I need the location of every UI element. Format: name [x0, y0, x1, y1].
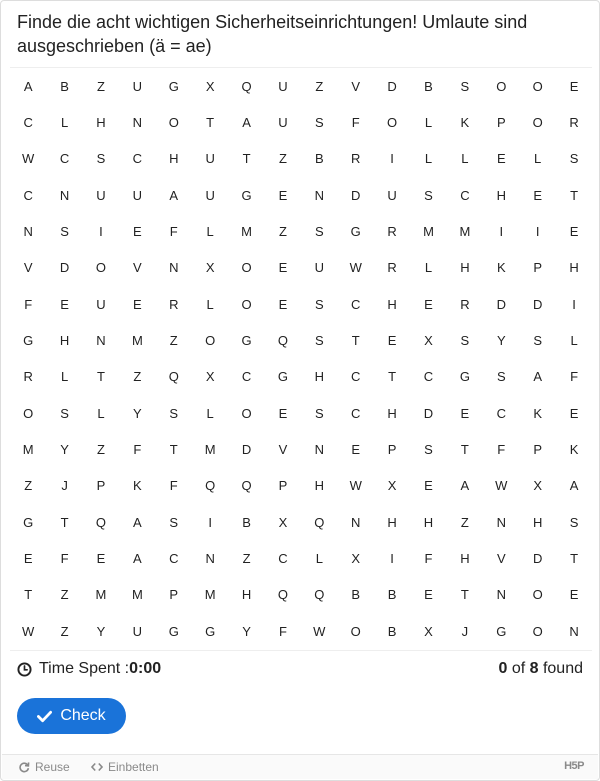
grid-cell[interactable]: V — [133, 260, 142, 276]
grid-cell[interactable]: S — [169, 514, 179, 530]
grid-cell[interactable]: I — [535, 224, 540, 240]
grid-cell[interactable]: O — [205, 333, 216, 349]
grid-cell[interactable]: M — [241, 224, 252, 240]
grid-cell[interactable]: C — [23, 115, 33, 131]
grid-cell[interactable]: H — [569, 260, 579, 276]
grid-cell[interactable]: A — [242, 115, 251, 131]
grid-cell[interactable]: Q — [241, 78, 252, 94]
grid-cell[interactable]: I — [99, 224, 103, 240]
grid-cell[interactable]: G — [23, 514, 34, 530]
grid-cell[interactable]: Y — [496, 333, 506, 349]
grid-cell[interactable]: C — [351, 369, 361, 385]
grid-cell[interactable]: F — [278, 623, 287, 639]
grid-cell[interactable]: E — [23, 551, 33, 567]
grid-cell[interactable]: G — [168, 78, 179, 94]
h5p-actions-bar — [2, 754, 598, 779]
grid-cell[interactable]: U — [132, 78, 143, 94]
grid-cell[interactable]: L — [60, 369, 69, 385]
grid-cell[interactable]: C — [132, 151, 143, 167]
grid-cell[interactable]: T — [242, 151, 251, 167]
grid-cell[interactable]: Y — [60, 442, 69, 458]
grid-cell[interactable]: O — [532, 115, 543, 131]
grid-cell[interactable]: P — [169, 587, 179, 603]
grid-cell[interactable]: M — [204, 587, 216, 603]
grid-cell[interactable]: G — [496, 623, 507, 639]
grid-cell[interactable]: F — [169, 478, 178, 494]
grid-cell[interactable]: R — [351, 151, 361, 167]
grid-cell[interactable]: G — [205, 623, 216, 639]
grid-cell[interactable]: C — [23, 187, 33, 203]
grid-cell[interactable]: H — [387, 405, 397, 421]
grid-cell[interactable]: N — [496, 587, 506, 603]
grid-cell[interactable]: B — [60, 78, 69, 94]
grid-cell[interactable]: M — [204, 442, 216, 458]
grid-cell[interactable]: F — [424, 551, 433, 567]
grid-cell[interactable]: J — [61, 478, 68, 494]
grid-cell[interactable]: H — [387, 296, 397, 312]
grid-cell[interactable]: T — [97, 369, 105, 385]
grid-cell[interactable]: A — [169, 187, 179, 203]
grid-cell[interactable]: C — [423, 369, 434, 385]
grid-cell[interactable]: E — [424, 587, 433, 603]
found-suffix: found — [538, 660, 583, 677]
grid-cell[interactable]: W — [313, 623, 326, 639]
grid-cell[interactable]: C — [496, 405, 506, 421]
grid-cell[interactable]: C — [169, 551, 179, 567]
grid-cell[interactable]: C — [460, 187, 470, 203]
reuse-icon — [18, 761, 30, 773]
grid-cell[interactable]: B — [424, 78, 433, 94]
grid-cell[interactable]: Y — [96, 623, 106, 639]
grid-cell[interactable]: T — [570, 551, 579, 567]
grid-cell[interactable]: Y — [242, 623, 251, 639]
grid-cell[interactable]: G — [23, 333, 34, 349]
grid-cell[interactable]: L — [424, 260, 433, 276]
embed-button[interactable] — [91, 760, 159, 774]
check-button[interactable] — [17, 698, 126, 734]
grid-cell[interactable]: L — [461, 151, 469, 167]
grid-cell[interactable]: L — [424, 115, 433, 131]
grid-cell[interactable]: Q — [314, 514, 325, 530]
grid-cell[interactable]: R — [387, 260, 397, 276]
grid-cell[interactable]: C — [351, 405, 361, 421]
grid-cell[interactable]: E — [278, 296, 288, 312]
grid-cell[interactable]: D — [496, 296, 506, 312]
grid-cell[interactable]: X — [205, 260, 215, 276]
grid-cell[interactable]: H — [460, 551, 470, 567]
grid-cell[interactable]: O — [350, 623, 361, 639]
grid-cell[interactable]: N — [23, 224, 33, 240]
grid-cell[interactable]: O — [95, 260, 107, 276]
grid-cell[interactable]: B — [387, 587, 397, 603]
grid-cell[interactable]: I — [499, 224, 504, 240]
grid-cell[interactable]: Z — [460, 514, 469, 530]
grid-cell[interactable]: E — [424, 478, 433, 494]
grid-cell[interactable]: Z — [242, 551, 251, 567]
grid-cell[interactable]: E — [569, 224, 579, 240]
grid-cell[interactable]: L — [570, 333, 578, 349]
time-value: 0:00 — [129, 660, 162, 677]
grid-cell[interactable]: T — [351, 333, 360, 349]
grid-cell[interactable]: K — [569, 442, 579, 458]
grid-cell[interactable]: G — [241, 187, 252, 203]
grid-cell[interactable]: H — [96, 115, 106, 131]
grid-cell[interactable]: O — [496, 78, 507, 94]
grid-cell[interactable]: P — [496, 115, 506, 131]
grid-cell[interactable]: S — [460, 78, 470, 94]
grid-cell[interactable]: S — [314, 405, 324, 421]
grid-cell[interactable]: Z — [133, 369, 142, 385]
grid-cell[interactable]: N — [96, 333, 106, 349]
grid-cell[interactable]: C — [351, 296, 361, 312]
grid-cell[interactable]: P — [278, 478, 288, 494]
grid-cell[interactable]: P — [533, 442, 542, 458]
grid-cell[interactable]: Z — [97, 442, 105, 458]
grid-cell[interactable]: T — [169, 442, 178, 458]
grid-cell[interactable]: C — [59, 151, 70, 167]
grid-cell[interactable]: F — [497, 442, 506, 458]
grid-cell[interactable]: B — [351, 587, 361, 603]
grid-cell[interactable]: R — [169, 296, 179, 312]
grid-cell[interactable]: V — [278, 442, 288, 458]
grid-cell[interactable]: N — [351, 514, 361, 530]
grid-cell[interactable]: X — [205, 369, 215, 385]
grid-cell[interactable]: D — [59, 260, 70, 276]
grid-cell[interactable]: G — [459, 369, 470, 385]
grid-cell[interactable]: E — [460, 405, 470, 421]
grid-cell[interactable]: O — [532, 78, 543, 94]
grid-cell[interactable]: P — [533, 260, 542, 276]
grid-cell[interactable]: H — [532, 514, 543, 530]
grid-cell[interactable]: N — [569, 623, 579, 639]
grid-cell[interactable]: M — [131, 333, 143, 349]
grid-cell[interactable]: X — [533, 478, 542, 494]
grid-cell[interactable]: Z — [97, 78, 105, 94]
grid-cell[interactable]: N — [169, 260, 179, 276]
grid-cell[interactable]: W — [349, 260, 362, 276]
grid-cell[interactable]: X — [205, 78, 215, 94]
grid-cell[interactable]: A — [460, 478, 470, 494]
grid-cell[interactable]: S — [314, 296, 324, 312]
grid-cell[interactable]: U — [96, 296, 106, 312]
grid-cell[interactable]: E — [351, 442, 361, 458]
grid-cell[interactable]: N — [314, 442, 325, 458]
grid-cell[interactable]: C — [278, 551, 288, 567]
grid-cell[interactable]: U — [387, 187, 397, 203]
grid-cell[interactable]: S — [314, 115, 324, 131]
grid-cell[interactable]: F — [351, 115, 360, 131]
grid-cell[interactable]: X — [278, 514, 288, 530]
grid-cell[interactable]: T — [460, 442, 469, 458]
grid-cell[interactable]: I — [390, 151, 394, 167]
word-search-board[interactable] — [10, 67, 592, 651]
grid-cell[interactable]: E — [387, 333, 397, 349]
grid-cell[interactable]: K — [533, 405, 542, 421]
grid-cell[interactable]: E — [96, 551, 106, 567]
grid-cell[interactable]: Q — [314, 587, 325, 603]
grid-cell[interactable]: F — [60, 551, 69, 567]
grid-cell[interactable]: D — [351, 187, 361, 203]
grid-cell[interactable]: T — [24, 587, 33, 603]
grid-cell[interactable]: U — [278, 115, 288, 131]
grid-cell[interactable]: F — [133, 442, 142, 458]
grid-cell[interactable]: A — [133, 551, 142, 567]
grid-cell[interactable]: U — [205, 187, 215, 203]
grid-cell[interactable]: S — [314, 224, 324, 240]
grid-cell[interactable]: L — [206, 405, 214, 421]
grid-cell[interactable]: K — [133, 478, 142, 494]
grid-cell[interactable]: T — [60, 514, 69, 530]
grid-cell[interactable]: C — [241, 369, 252, 385]
grid-cell[interactable]: F — [24, 296, 33, 312]
grid-cell[interactable]: O — [241, 405, 252, 421]
grid-cell[interactable]: G — [241, 333, 252, 349]
grid-cell[interactable]: U — [96, 187, 106, 203]
grid-cell[interactable]: R — [569, 115, 579, 131]
grid-cell[interactable]: Z — [60, 623, 69, 639]
grid-cell[interactable]: L — [534, 151, 542, 167]
grid-cell[interactable]: E — [133, 296, 142, 312]
grid-cell[interactable]: M — [459, 224, 471, 240]
grid-cell[interactable]: V — [351, 78, 361, 94]
clock-icon — [17, 662, 32, 677]
grid-cell[interactable]: S — [169, 405, 179, 421]
task-title: Finde die acht wichtigen Sicherheitseinrichtungen! Umlaute sind ausgeschrieben (ä = ae) — [17, 12, 528, 56]
grid-cell[interactable]: H — [496, 187, 506, 203]
grid-cell[interactable]: H — [387, 514, 397, 530]
grid-cell[interactable]: Q — [205, 478, 216, 494]
grid-cell[interactable]: S — [533, 333, 542, 349]
grid-cell[interactable]: W — [495, 478, 508, 494]
grid-cell[interactable]: L — [97, 405, 105, 421]
grid-cell[interactable]: T — [388, 369, 397, 385]
grid-cell[interactable]: Z — [278, 224, 287, 240]
grid-cell[interactable]: I — [390, 551, 394, 567]
grid-cell[interactable]: E — [60, 296, 69, 312]
grid-cell[interactable]: F — [169, 224, 178, 240]
grid-cell[interactable]: R — [387, 224, 397, 240]
grid-cell[interactable]: H — [314, 478, 325, 494]
grid-cell[interactable]: A — [533, 369, 542, 385]
grid-cell[interactable]: H — [169, 151, 179, 167]
time-label: Time Spent : — [39, 660, 130, 677]
check-icon — [37, 710, 52, 723]
grid-cell[interactable]: Q — [168, 369, 179, 385]
grid-cell[interactable]: O — [387, 115, 398, 131]
grid-cell[interactable]: O — [23, 405, 34, 421]
grid-cell[interactable]: D — [423, 405, 434, 421]
reuse-button[interactable] — [18, 760, 70, 774]
embed-label: Einbetten — [108, 760, 159, 774]
grid-cell[interactable]: L — [315, 551, 323, 567]
grid-cell[interactable]: L — [206, 296, 214, 312]
grid-cell[interactable]: B — [314, 151, 324, 167]
grid-cell[interactable]: E — [533, 187, 542, 203]
timer — [17, 660, 161, 678]
grid-cell[interactable]: M — [131, 587, 143, 603]
grid-cell[interactable]: H — [314, 369, 325, 385]
grid-cell[interactable]: S — [496, 369, 506, 385]
grid-cell[interactable]: T — [460, 587, 469, 603]
grid-cell[interactable]: P — [96, 478, 106, 494]
grid-cell[interactable]: O — [241, 260, 252, 276]
grid-cell[interactable]: T — [206, 115, 215, 131]
grid-cell[interactable]: U — [278, 78, 288, 94]
grid-cell[interactable]: M — [423, 224, 434, 240]
grid-cell[interactable]: I — [208, 514, 212, 530]
grid-cell[interactable]: A — [23, 78, 33, 94]
grid-cell[interactable]: J — [461, 623, 469, 639]
grid-cell[interactable]: U — [205, 151, 215, 167]
grid-cell[interactable]: S — [424, 442, 433, 458]
grid-cell[interactable]: Z — [169, 333, 178, 349]
grid-cell[interactable]: N — [59, 187, 70, 203]
grid-cell[interactable]: V — [23, 260, 33, 276]
grid-cell[interactable]: Q — [277, 587, 288, 603]
grid-cell[interactable]: S — [96, 151, 106, 167]
grid-cell[interactable]: O — [532, 623, 543, 639]
code-icon — [91, 761, 103, 773]
grid-cell[interactable]: Z — [315, 78, 324, 94]
grid-cell[interactable]: S — [460, 333, 470, 349]
grid-cell[interactable]: Q — [277, 333, 288, 349]
grid-cell[interactable]: F — [570, 369, 579, 385]
h5p-logo[interactable]: H5P — [564, 760, 584, 772]
grid-cell[interactable]: N — [132, 115, 143, 131]
found-counter — [498, 660, 583, 678]
grid-cell[interactable]: W — [349, 478, 362, 494]
grid-cell[interactable]: H — [460, 260, 470, 276]
grid-cell[interactable]: I — [572, 296, 576, 312]
found-total: 8 — [529, 660, 539, 677]
grid-cell[interactable]: T — [570, 187, 579, 203]
reuse-label: Reuse — [35, 760, 70, 774]
grid-cell[interactable]: Z — [278, 151, 287, 167]
letter-grid[interactable] — [10, 68, 592, 650]
grid-cell[interactable]: X — [387, 478, 397, 494]
grid-cell[interactable]: O — [532, 587, 543, 603]
grid-cell[interactable]: L — [60, 115, 69, 131]
grid-cell[interactable]: W — [22, 623, 35, 639]
grid-cell[interactable]: U — [132, 623, 143, 639]
grid-cell[interactable]: O — [241, 296, 252, 312]
grid-cell[interactable]: L — [206, 224, 214, 240]
grid-cell[interactable]: K — [496, 260, 506, 276]
grid-cell[interactable]: X — [424, 333, 433, 349]
grid-cell[interactable]: E — [569, 587, 579, 603]
grid-cell[interactable]: E — [278, 260, 288, 276]
grid-cell[interactable]: O — [168, 115, 179, 131]
grid-cell[interactable]: H — [241, 587, 252, 603]
grid-cell[interactable]: K — [460, 115, 470, 131]
grid-cell[interactable]: L — [424, 151, 433, 167]
grid-cell[interactable]: D — [532, 551, 543, 567]
grid-cell[interactable]: E — [278, 187, 288, 203]
grid-cell[interactable]: U — [314, 260, 325, 276]
grid-cell[interactable]: E — [569, 78, 579, 94]
grid-cell[interactable]: E — [496, 151, 506, 167]
grid-cell[interactable]: S — [424, 187, 433, 203]
grid-cell[interactable]: S — [60, 224, 69, 240]
grid-cell[interactable]: N — [314, 187, 325, 203]
grid-cell[interactable]: G — [350, 224, 361, 240]
grid-cell[interactable]: M — [22, 442, 34, 458]
grid-cell[interactable]: E — [424, 296, 433, 312]
grid-cell[interactable]: P — [387, 442, 397, 458]
grid-cell[interactable]: V — [496, 551, 506, 567]
grid-cell[interactable]: B — [242, 514, 251, 530]
grid-cell[interactable]: M — [95, 587, 107, 603]
grid-cell[interactable]: X — [424, 623, 433, 639]
grid-cell[interactable]: D — [387, 78, 397, 94]
found-count: 0 — [498, 660, 508, 677]
found-of: of — [507, 660, 530, 677]
grid-cell[interactable]: S — [314, 333, 324, 349]
grid-cell[interactable]: S — [569, 151, 579, 167]
grid-cell[interactable]: N — [205, 551, 215, 567]
grid-cell[interactable]: R — [460, 296, 470, 312]
grid-cell[interactable]: E — [133, 224, 142, 240]
grid-cell[interactable]: S — [569, 514, 579, 530]
grid-cell[interactable]: Y — [133, 405, 142, 421]
grid-cell[interactable]: X — [351, 551, 361, 567]
grid-cell[interactable]: E — [278, 405, 288, 421]
grid-cell[interactable]: Z — [60, 587, 69, 603]
grid-cell[interactable]: R — [23, 369, 33, 385]
grid-cell[interactable]: H — [59, 333, 70, 349]
grid-cell[interactable]: A — [133, 514, 142, 530]
grid-cell[interactable]: Z — [24, 478, 33, 494]
grid-cell[interactable]: S — [60, 405, 69, 421]
grid-cell[interactable]: N — [496, 514, 506, 530]
grid-cell[interactable]: U — [132, 187, 143, 203]
grid-cell[interactable]: G — [168, 623, 179, 639]
grid-cell[interactable]: D — [241, 442, 252, 458]
check-button-label: Check — [60, 707, 106, 724]
grid-cell[interactable]: E — [569, 405, 579, 421]
grid-cell[interactable]: Q — [95, 514, 107, 530]
grid-cell[interactable]: W — [22, 151, 35, 167]
grid-cell[interactable]: Q — [241, 478, 252, 494]
grid-cell[interactable]: B — [387, 623, 397, 639]
grid-cell[interactable]: A — [569, 478, 579, 494]
grid-cell[interactable]: D — [532, 296, 543, 312]
grid-cell[interactable]: H — [423, 514, 434, 530]
grid-cell[interactable]: G — [277, 369, 288, 385]
status-footer — [17, 657, 583, 681]
